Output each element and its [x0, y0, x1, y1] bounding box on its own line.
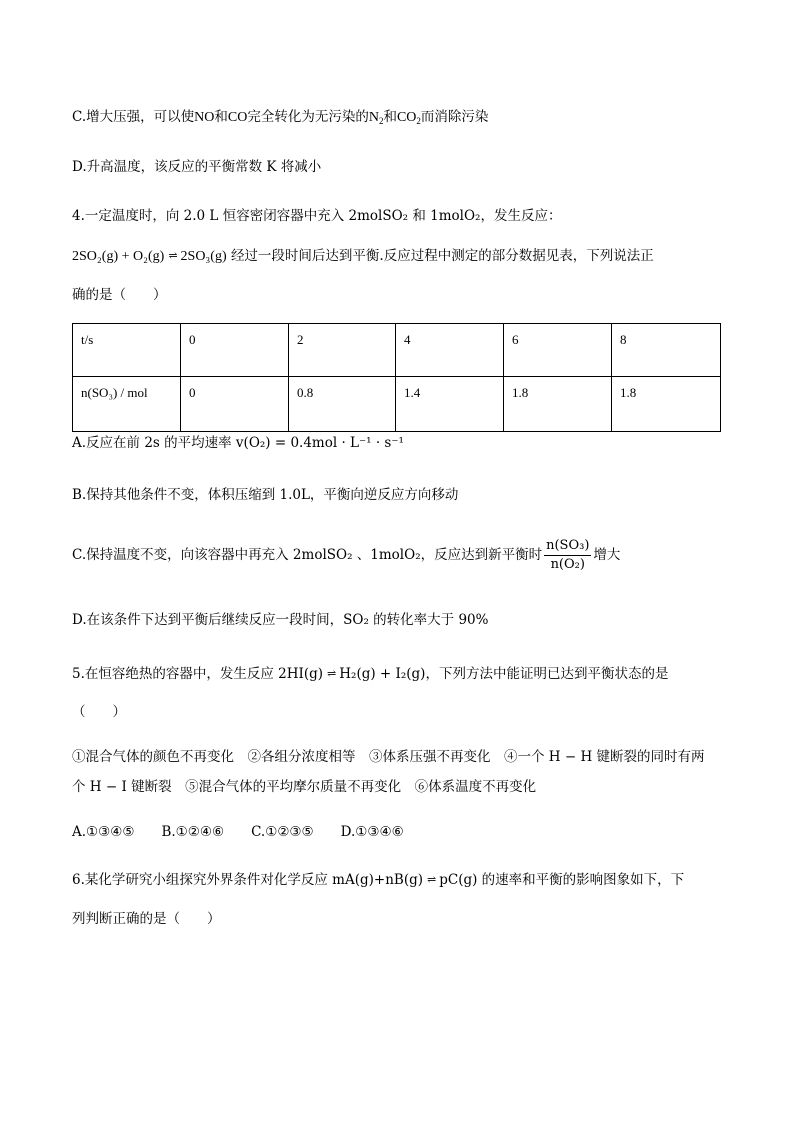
q4-stem-line1: 4.一定温度时，向 2.0 L 恒容密闭容器中充入 2molSO₂ 和 1molO₂，发生反应： — [72, 208, 562, 224]
q3-option-d: D.升高温度，该反应的平衡常数 K 将减小 — [72, 159, 322, 175]
q5-stem-text: 5.在恒容绝热的容器中，发生反应 2HI(g) — [72, 666, 324, 682]
table-cell: 0 — [181, 377, 289, 432]
table-cell: 1.8 — [612, 377, 721, 432]
q5-stem-text-2: H₂(g) + I₂(g)，下列方法中能证明已达到平衡状态的是 — [339, 666, 669, 682]
table-cell: 1.4 — [396, 377, 504, 432]
fraction-denominator: n(O₂) — [550, 557, 585, 572]
q6-stem-line2: 列判断正确的是（ ） — [72, 911, 221, 927]
table-header-cell: 6 — [504, 324, 612, 377]
formula-n2: $N_2$ — [368, 110, 384, 126]
q4-data-table — [72, 323, 721, 432]
conjunction-2: 和 — [383, 109, 397, 125]
q5-stem — [72, 663, 668, 685]
equilibrium-arrow-icon: ⇌ — [168, 249, 177, 262]
formula-no: NO — [194, 110, 215, 125]
q6-stem-text-2: pC(g) 的速率和平衡的影响图象如下，下 — [439, 872, 685, 888]
table-label-cell: n(SO₃) / mol — [73, 377, 181, 432]
q5-stem-line2: （ ） — [72, 704, 126, 720]
fraction-numerator: n(SO₃) — [544, 537, 591, 556]
q4-option-a: A.反应在前 2s 的平均速率 v(O₂) = 0.4mol · L⁻¹ · s⁻¹ — [72, 435, 404, 451]
formula-co: CO — [227, 110, 248, 125]
q4-option-d: D.在该条件下达到平衡后继续反应一段时间，SO₂ 的转化率大于 90% — [72, 612, 489, 628]
q3-option-c-text-3: 而消除污染 — [420, 109, 489, 125]
q3-option-c — [72, 106, 488, 129]
table-row — [73, 377, 721, 432]
formula-co2: $CO_2$ — [396, 110, 421, 126]
q4-option-b: B.保持其他条件不变，体积压缩到 1.0L，平衡向逆反应方向移动 — [72, 487, 459, 503]
q6-stem-text: 6.某化学研究小组探究外界条件对化学反应 mA(g)+nB(g) — [72, 872, 423, 888]
q3-option-c-text-2: 完全转化为无污染的 — [247, 109, 369, 125]
q4-option-c-suffix: 增大 — [593, 547, 621, 563]
table-header-cell: 2 — [289, 324, 396, 377]
table-header-cell: 8 — [612, 324, 721, 377]
q4-option-c-text: C.保持温度不变，向该容器中再充入 2molSO₂ 、1molO₂，反应达到新平衡时 — [72, 547, 543, 563]
q4-stem-line3: 确的是（ ） — [72, 287, 167, 303]
ratio-fraction — [544, 537, 591, 574]
q5-options: A.①③④⑤ B.①②④⑥ C.①②③⑤ D.①③④⑥ — [72, 824, 404, 840]
table-cell: 0.8 — [289, 377, 396, 432]
q4-reactants: 2SO₂(g) + O₂(g) — [72, 249, 165, 264]
equilibrium-arrow-icon: ⇌ — [427, 873, 436, 886]
q4-product: 2SO₃(g) — [180, 249, 227, 264]
table-row — [73, 324, 721, 377]
q4-stem-line2 — [72, 245, 654, 268]
table-header-cell: 0 — [181, 324, 289, 377]
table-cell: 1.8 — [504, 377, 612, 432]
q3-option-c-text: C.增大压强，可以使 — [72, 109, 195, 125]
q6-stem — [72, 869, 684, 891]
equilibrium-arrow-icon: ⇌ — [327, 667, 336, 680]
conjunction: 和 — [214, 109, 228, 125]
q4-stem-rest: 经过一段时间后达到平衡.反应过程中测定的部分数据见表，下列说法正 — [230, 248, 654, 264]
table-header-cell: t/s — [73, 324, 181, 377]
q4-option-c — [72, 533, 620, 577]
table-header-cell: 4 — [396, 324, 504, 377]
q5-items-line2: 个 H − I 键断裂 ⑤混合气体的平均摩尔质量不再变化 ⑥体系温度不再变化 — [72, 779, 537, 795]
q5-items-line1: ①混合气体的颜色不再变化 ②各组分浓度相等 ③体系压强不再变化 ④一个 H − H 键断裂的同时有两 — [72, 749, 705, 765]
